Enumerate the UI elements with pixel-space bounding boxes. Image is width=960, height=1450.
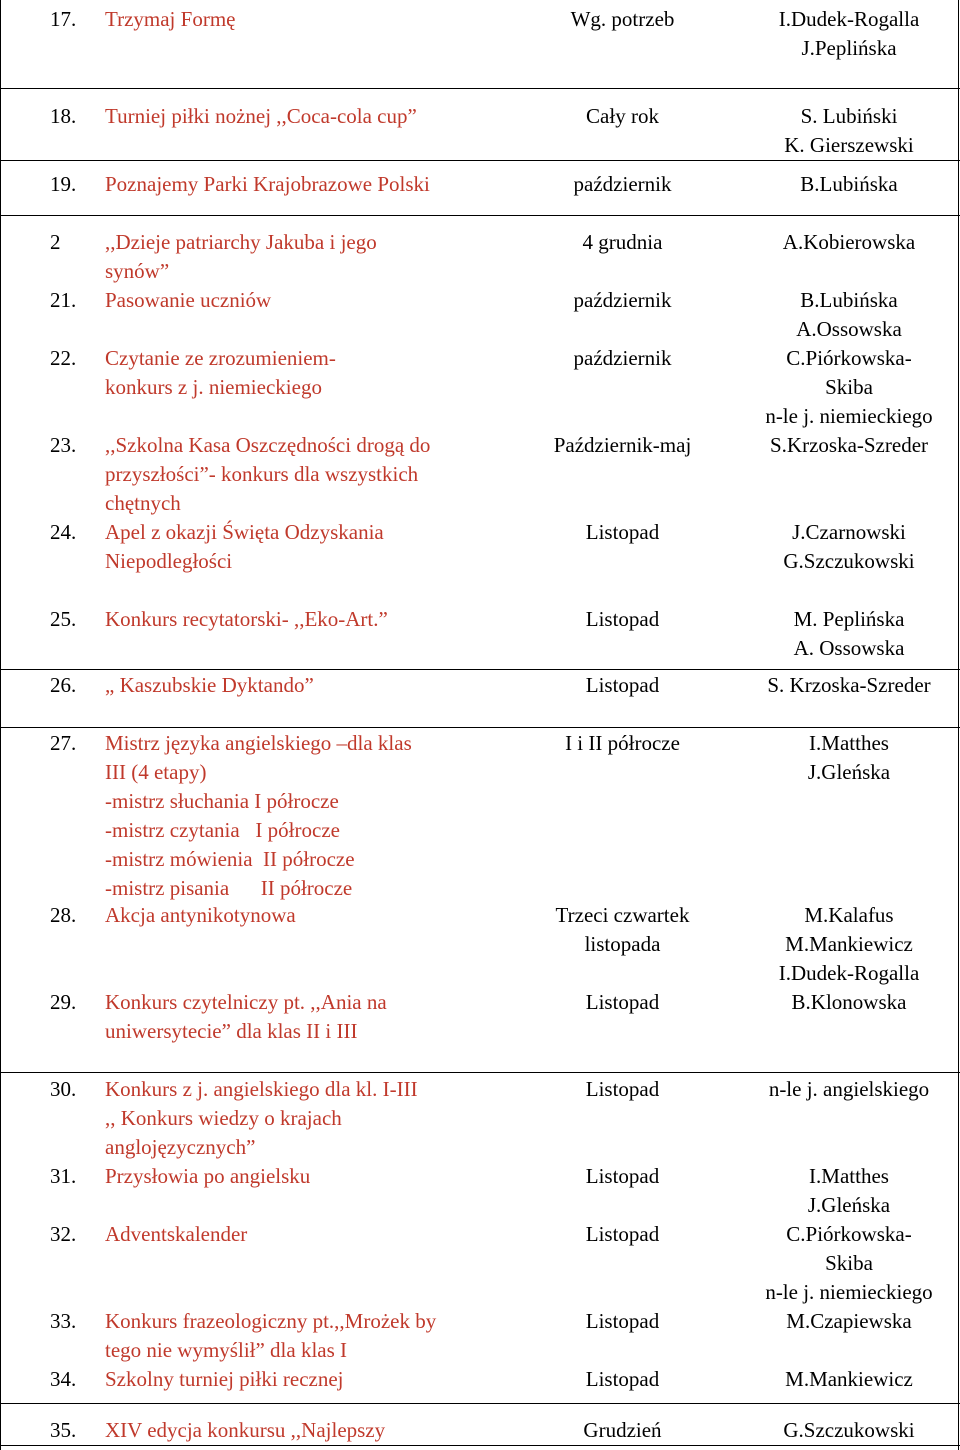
responsible-person-cell <box>742 729 956 787</box>
activity-name-cell <box>105 170 520 199</box>
responsible-person-cell <box>742 518 956 576</box>
activity-name: Konkurs z j. angielskiego dla kl. I-III <box>105 1077 418 1101</box>
activity-date: I i II półrocze <box>565 731 680 755</box>
responsible-person: C.Piórkowska- <box>786 346 912 370</box>
table-border-bottom <box>0 1445 960 1446</box>
activity-date-cell <box>520 901 725 959</box>
table-border-left <box>0 0 1 1450</box>
activity-name-cell <box>105 605 520 634</box>
row-number: 28. <box>50 903 77 927</box>
activity-date: Listopad <box>585 1309 660 1333</box>
responsible-person: K. Gierszewski <box>784 133 914 157</box>
activity-name: Mistrz języka angielskiego –dla klas <box>105 731 412 755</box>
activity-date-cell <box>520 988 725 1017</box>
responsible-person-cell <box>742 1365 956 1394</box>
responsible-person-cell <box>742 286 956 344</box>
activity-name-cell <box>105 988 520 1046</box>
responsible-person: n-le j. niemieckiego <box>765 404 933 428</box>
responsible-person: M.Kalafus <box>804 903 894 927</box>
activity-date: 4 grudnia <box>582 230 663 254</box>
responsible-person: A. Ossowska <box>793 636 905 660</box>
activity-name: Przysłowia po angielsku <box>105 1164 311 1188</box>
activity-name-cell <box>105 901 520 930</box>
row-number: 30. <box>50 1077 77 1101</box>
activity-name-cell <box>105 1075 520 1162</box>
table-border-right <box>958 0 959 1450</box>
activity-name: chętnych <box>105 491 181 515</box>
activity-date: Cały rok <box>586 104 659 128</box>
responsible-person-cell <box>742 431 956 460</box>
responsible-person: C.Piórkowska- <box>786 1222 912 1246</box>
responsible-person-cell <box>742 5 956 63</box>
responsible-person: G.Szczukowski <box>783 549 915 573</box>
activity-date: Listopad <box>585 990 660 1014</box>
activity-name: Adventskalender <box>105 1222 248 1246</box>
row-separator <box>0 160 960 161</box>
activity-date: Listopad <box>585 1077 660 1101</box>
responsible-person: M.Czapiewska <box>786 1309 912 1333</box>
activity-date-cell <box>520 605 725 634</box>
activity-name: Konkurs recytatorski- ,,Eko-Art.” <box>105 607 388 631</box>
activity-date: Listopad <box>585 607 660 631</box>
responsible-person-cell <box>742 102 956 160</box>
row-number: 19. <box>50 172 77 196</box>
activity-name-cell <box>105 5 520 34</box>
activity-date: październik <box>573 288 672 312</box>
responsible-person-cell <box>742 1220 956 1307</box>
responsible-person-cell <box>742 901 956 988</box>
activity-name: konkurs z j. niemieckiego <box>105 375 322 399</box>
activity-name-cell <box>105 228 520 286</box>
responsible-person: B.Klonowska <box>791 990 907 1014</box>
row-number: 29. <box>50 990 77 1014</box>
activity-name: -mistrz czytania I półrocze <box>105 818 340 842</box>
row-number: 24. <box>50 520 77 544</box>
responsible-person: Skiba <box>825 1251 873 1275</box>
activity-date-cell <box>520 228 725 257</box>
activity-name: „ Kaszubskie Dyktando” <box>105 673 314 697</box>
responsible-person: S. Lubiński <box>800 104 898 128</box>
responsible-person: M.Mankiewicz <box>785 932 913 956</box>
row-separator <box>0 1072 960 1073</box>
activity-name: uniwersytecie” dla klas II i III <box>105 1019 358 1043</box>
activity-name-cell <box>105 1162 520 1191</box>
activity-name: -mistrz mówienia II półrocze <box>105 847 355 871</box>
activity-name-cell <box>105 1365 520 1394</box>
activity-name: Akcja antynikotynowa <box>105 903 296 927</box>
activity-date: Listopad <box>585 673 660 697</box>
responsible-person: M.Mankiewicz <box>785 1367 913 1391</box>
responsible-person: A.Kobierowska <box>782 230 916 254</box>
responsible-person: Skiba <box>825 375 873 399</box>
activity-date-cell <box>520 729 725 758</box>
activity-date-cell <box>520 1307 725 1336</box>
activity-name: Trzymaj Formę <box>105 7 236 31</box>
activity-name-cell <box>105 671 520 700</box>
row-number: 25. <box>50 607 77 631</box>
row-separator <box>0 215 960 216</box>
activity-name-cell <box>105 286 520 315</box>
activity-name-cell <box>105 729 520 903</box>
responsible-person: J.Gleńska <box>807 760 891 784</box>
activity-name: tego nie wymyślił” dla klas I <box>105 1338 348 1362</box>
responsible-person: A.Ossowska <box>796 317 902 341</box>
activity-date: Październik-maj <box>553 433 692 457</box>
activity-name-cell <box>105 1416 520 1445</box>
activity-name: XIV edycja konkursu ,,Najlepszy <box>105 1418 386 1442</box>
activity-date: październik <box>573 172 672 196</box>
responsible-person: I.Matthes <box>809 1164 889 1188</box>
responsible-person: G.Szczukowski <box>783 1418 915 1442</box>
activity-name: ,,Szkolna Kasa Oszczędności drogą do <box>105 433 431 457</box>
responsible-person: M. Peplińska <box>793 607 905 631</box>
activity-date-cell <box>520 102 725 131</box>
row-number: 32. <box>50 1222 77 1246</box>
activity-date: Grudzień <box>583 1418 662 1442</box>
responsible-person-cell <box>742 1416 956 1445</box>
activity-date-cell <box>520 518 725 547</box>
activity-date: Listopad <box>585 520 660 544</box>
row-separator <box>0 88 960 89</box>
row-number: 34. <box>50 1367 77 1391</box>
activity-name: Czytanie ze zrozumieniem- <box>105 346 336 370</box>
responsible-person: I.Dudek-Rogalla <box>778 961 920 985</box>
activity-date-cell <box>520 671 725 700</box>
row-number: 27. <box>50 731 77 755</box>
responsible-person-cell <box>742 228 956 257</box>
activity-name: Szkolny turniej piłki recznej <box>105 1367 344 1391</box>
row-number: 2 <box>50 230 61 254</box>
activity-date: październik <box>573 346 672 370</box>
activity-date-cell <box>520 5 725 34</box>
activity-name: ,,Dzieje patriarchy Jakuba i jego <box>105 230 377 254</box>
row-number: 23. <box>50 433 77 457</box>
activity-date: Listopad <box>585 1367 660 1391</box>
responsible-person: J.Gleńska <box>807 1193 891 1217</box>
activity-name: III (4 etapy) <box>105 760 207 784</box>
activity-date: listopada <box>584 932 661 956</box>
activity-date-cell <box>520 431 725 460</box>
activity-name: synów” <box>105 259 170 283</box>
activity-name: Poznajemy Parki Krajobrazowe Polski <box>105 172 430 196</box>
row-number: 35. <box>50 1418 77 1442</box>
activity-date-cell <box>520 1416 725 1445</box>
activity-date: Listopad <box>585 1222 660 1246</box>
activity-date-cell <box>520 344 725 373</box>
responsible-person-cell <box>742 988 956 1017</box>
activity-date-cell <box>520 1220 725 1249</box>
activity-name: Konkurs frazeologiczny pt.,,Mrożek by <box>105 1309 437 1333</box>
row-number: 31. <box>50 1164 77 1188</box>
responsible-person: S. Krzoska-Szreder <box>767 673 931 697</box>
responsible-person-cell <box>742 671 956 700</box>
responsible-person: I.Matthes <box>809 731 889 755</box>
responsible-person: n-le j. niemieckiego <box>765 1280 933 1304</box>
activity-name: Pasowanie uczniów <box>105 288 272 312</box>
activity-name: -mistrz słuchania I półrocze <box>105 789 339 813</box>
activity-name-cell <box>105 518 520 576</box>
responsible-person-cell <box>742 1075 956 1104</box>
activity-name: Turniej piłki nożnej ,,Coca-cola cup” <box>105 104 417 128</box>
activity-date-cell <box>520 1365 725 1394</box>
activity-date: Listopad <box>585 1164 660 1188</box>
activity-name: ,, Konkurs wiedzy o krajach <box>105 1106 342 1130</box>
row-separator <box>0 1403 960 1404</box>
activity-name-cell <box>105 431 520 518</box>
row-separator <box>0 669 960 670</box>
responsible-person-cell <box>742 344 956 431</box>
activity-date-cell <box>520 1075 725 1104</box>
activity-name: -mistrz pisania II półrocze <box>105 876 353 900</box>
activity-name-cell <box>105 1220 520 1249</box>
activity-date: Wg. potrzeb <box>570 7 675 31</box>
row-number: 21. <box>50 288 77 312</box>
responsible-person: J.Czarnowski <box>792 520 906 544</box>
activity-date-cell <box>520 1162 725 1191</box>
activity-name: przyszłości”- konkurs dla wszystkich <box>105 462 419 486</box>
responsible-person: S.Krzoska-Szreder <box>769 433 929 457</box>
row-number: 17. <box>50 7 77 31</box>
activity-name-cell <box>105 1307 520 1365</box>
responsible-person-cell <box>742 605 956 663</box>
row-number: 22. <box>50 346 77 370</box>
row-number: 26. <box>50 673 77 697</box>
activity-name: Niepodległości <box>105 549 233 573</box>
row-separator <box>0 727 960 728</box>
activity-date-cell <box>520 286 725 315</box>
responsible-person: B.Lubińska <box>800 288 898 312</box>
row-number: 33. <box>50 1309 77 1333</box>
activity-name-cell <box>105 102 520 131</box>
activity-name: Konkurs czytelniczy pt. ,,Ania na <box>105 990 387 1014</box>
responsible-person-cell <box>742 1162 956 1220</box>
responsible-person-cell <box>742 170 956 199</box>
activity-name: anglojęzycznych” <box>105 1135 256 1159</box>
responsible-person: I.Dudek-Rogalla <box>778 7 920 31</box>
activity-name: Apel z okazji Święta Odzyskania <box>105 520 384 544</box>
responsible-person: B.Lubińska <box>800 172 898 196</box>
activity-date-cell <box>520 170 725 199</box>
activity-date: Trzeci czwartek <box>555 903 690 927</box>
responsible-person: n-le j. angielskiego <box>768 1077 930 1101</box>
responsible-person-cell <box>742 1307 956 1336</box>
row-number: 18. <box>50 104 77 128</box>
activity-name-cell <box>105 344 520 402</box>
responsible-person: J.Peplińska <box>801 36 897 60</box>
